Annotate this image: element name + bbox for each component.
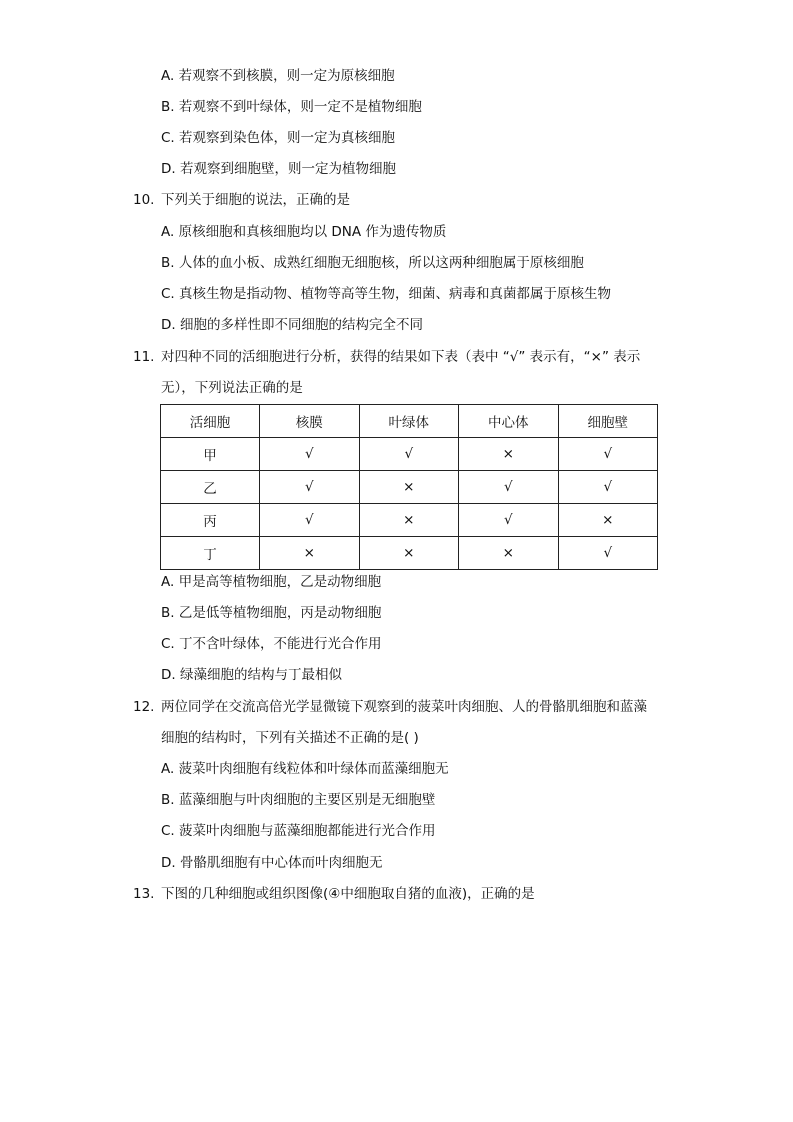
table-cell: ×	[359, 471, 459, 504]
table-row	[161, 537, 658, 570]
q11-table	[160, 404, 658, 570]
q12-stem-line1: 两位同学在交流高倍光学显微镜下观察到的菠菜叶肉细胞、人的骨骼肌细胞和蓝藻	[161, 699, 647, 715]
table-header-cell: 核膜	[260, 405, 360, 438]
q11-stem-line1: 对四种不同的活细胞进行分析，获得的结果如下表（表中 “√” 表示有，“×” 表示	[161, 349, 641, 365]
table-cell: √	[558, 537, 658, 570]
q11-option-a: A. 甲是高等植物细胞，乙是动物细胞	[161, 574, 382, 590]
table-header-cell: 叶绿体	[359, 405, 459, 438]
q9-option-c: C. 若观察到染色体，则一定为真核细胞	[161, 130, 396, 146]
q11-option-b: B. 乙是低等植物细胞，丙是动物细胞	[161, 605, 382, 621]
table-header-cell: 活细胞	[161, 405, 260, 438]
table-cell: ×	[359, 537, 459, 570]
q12-stem-line2: 细胞的结构时，下列有关描述不正确的是( )	[161, 730, 419, 746]
q10-stem: 下列关于细胞的说法，正确的是	[161, 192, 350, 208]
q11-option-d: D. 绿藻细胞的结构与丁最相似	[161, 667, 342, 683]
table-header-cell: 细胞壁	[558, 405, 658, 438]
q9-option-d: D. 若观察到细胞壁，则一定为植物细胞	[161, 161, 396, 177]
table-cell: ×	[260, 537, 360, 570]
table-cell: √	[359, 438, 459, 471]
table-cell: 丁	[161, 537, 260, 570]
q10-option-d: D. 细胞的多样性即不同细胞的结构完全不同	[161, 317, 423, 333]
table-cell: 丙	[161, 504, 260, 537]
q12-option-b: B. 蓝藻细胞与叶肉细胞的主要区别是无细胞壁	[161, 792, 436, 808]
table-row	[161, 471, 658, 504]
table-cell: 甲	[161, 438, 260, 471]
q13-stem: 下图的几种细胞或组织图像(④中细胞取自猪的血液)，正确的是	[161, 886, 535, 902]
q12-option-c: C. 菠菜叶肉细胞与蓝藻细胞都能进行光合作用	[161, 823, 436, 839]
q9-option-a: A. 若观察不到核膜，则一定为原核细胞	[161, 68, 395, 84]
q11-stem-line2: 无），下列说法正确的是	[161, 380, 303, 396]
q12-number: 12.	[133, 699, 155, 715]
table-cell: √	[459, 471, 559, 504]
table-cell: √	[459, 504, 559, 537]
q10-option-c: C. 真核生物是指动物、植物等高等生物，细菌、病毒和真菌都属于原核生物	[161, 286, 612, 302]
table-cell: ×	[359, 504, 459, 537]
table-cell: ×	[459, 438, 559, 471]
table-cell: ×	[459, 537, 559, 570]
table-cell: √	[260, 438, 360, 471]
q13-number: 13.	[133, 886, 155, 902]
table-cell: √	[558, 438, 658, 471]
table-row	[161, 438, 658, 471]
table-header-cell: 中心体	[459, 405, 559, 438]
table-cell: 乙	[161, 471, 260, 504]
table-cell: √	[558, 471, 658, 504]
q10-option-a: A. 原核细胞和真核细胞均以 DNA 作为遗传物质	[161, 224, 447, 240]
q10-option-b: B. 人体的血小板、成熟红细胞无细胞核，所以这两种细胞属于原核细胞	[161, 255, 584, 271]
table-cell: √	[260, 504, 360, 537]
table-row	[161, 504, 658, 537]
q9-option-b: B. 若观察不到叶绿体，则一定不是植物细胞	[161, 99, 422, 115]
q10-number: 10.	[133, 192, 155, 208]
q11-option-c: C. 丁不含叶绿体，不能进行光合作用	[161, 636, 382, 652]
q12-option-d: D. 骨骼肌细胞有中心体而叶肉细胞无	[161, 855, 383, 871]
q12-option-a: A. 菠菜叶肉细胞有线粒体和叶绿体而蓝藻细胞无	[161, 761, 449, 777]
table-cell: ×	[558, 504, 658, 537]
table-header-row	[161, 405, 658, 438]
table-cell: √	[260, 471, 360, 504]
q11-number: 11.	[133, 349, 155, 365]
